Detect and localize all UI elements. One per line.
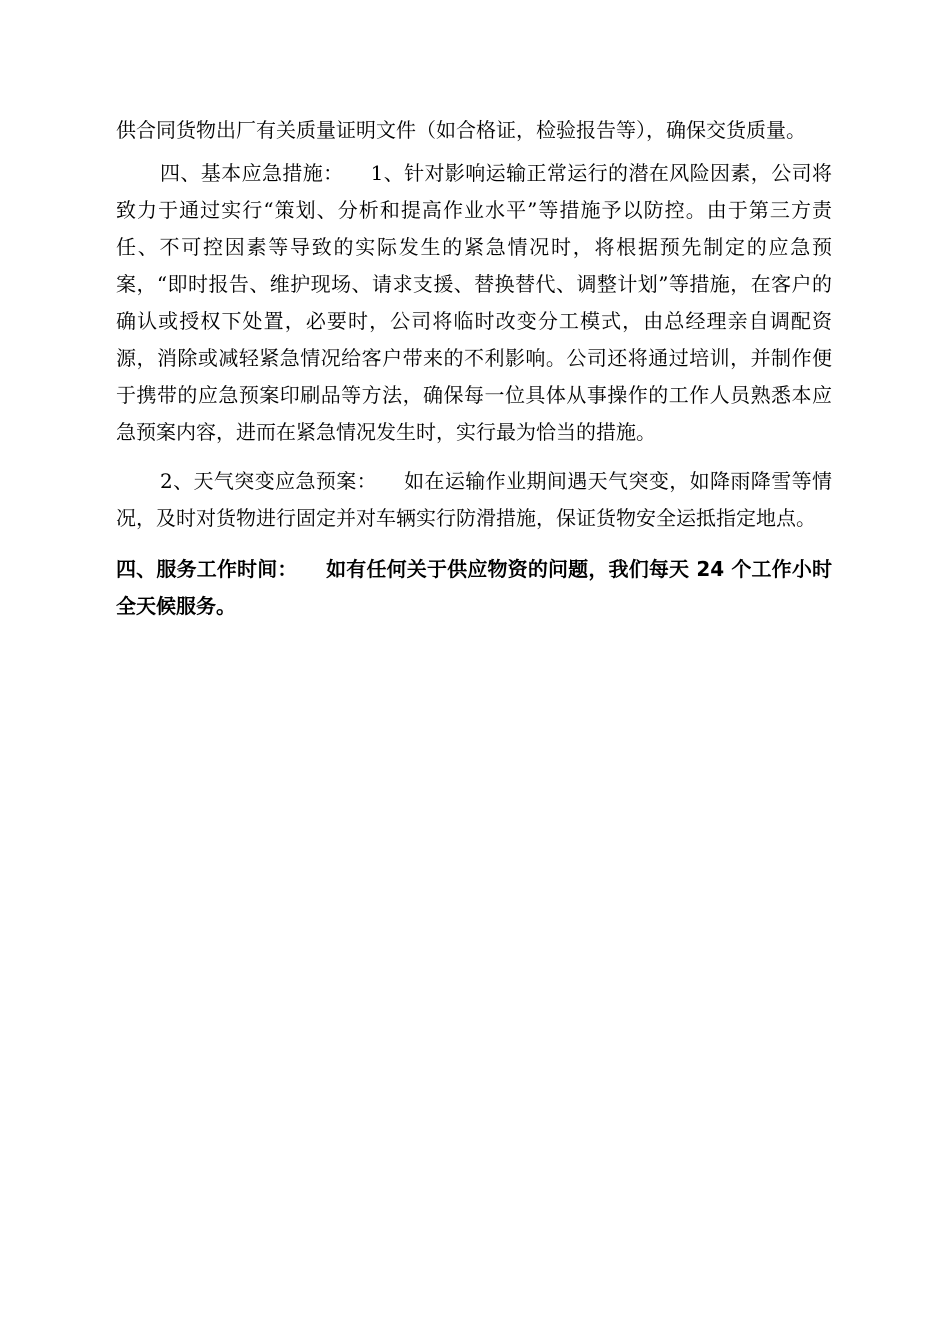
section-label: 2、天气突变应急预案： — [160, 469, 378, 493]
label-spacer — [298, 557, 327, 581]
document-body — [116, 112, 832, 625]
paragraph-weather-plan — [116, 463, 832, 537]
paragraph-quality-docs — [116, 112, 832, 149]
section-label: 四、服务工作时间： — [116, 557, 298, 581]
section-label: 四、基本应急措施： — [160, 161, 344, 185]
paragraph-text: 1、针对影响运输正常运行的潜在风险因素，公司将致力于通过实行“策划、分析和提高作业水平”等措施予以防控。由于第三方责任、不可控因素等导致的实际发生的紧急情况时，将根据预先制定的应急预案，“即时报告、维护现场、请求支援、替换替代、调整计划”等措施，在客户的确认或授权下处置，必要时，公司将临时改变分工模式，由总经理亲自调配资源，消除或减轻紧急情况给客户带来的不利影响。公司还将通过培训，并制作便于携带的应急预案印刷品等方法，确保每一位具体从事操作的工作人员熟悉本应急预案内容，进而在紧急情况发生时，实行最为恰当的措施。 — [116, 161, 832, 444]
label-spacer — [377, 469, 404, 493]
paragraph-text: 如在运输作业期间遇天气突变，如降雨降雪等情况，及时对货物进行固定并对车辆实行防滑措施，保证货物安全运抵指定地点。 — [116, 469, 832, 530]
paragraph-text: 供合同货物出厂有关质量证明文件（如合格证，检验报告等），确保交货质量。 — [116, 118, 806, 142]
paragraph-emergency-measures — [116, 155, 832, 451]
label-spacer — [344, 161, 371, 185]
paragraph-service-hours — [116, 551, 832, 625]
paragraph-text: 如有任何关于供应物资的问题，我们每天 24 个工作小时全天候服务。 — [116, 557, 833, 618]
